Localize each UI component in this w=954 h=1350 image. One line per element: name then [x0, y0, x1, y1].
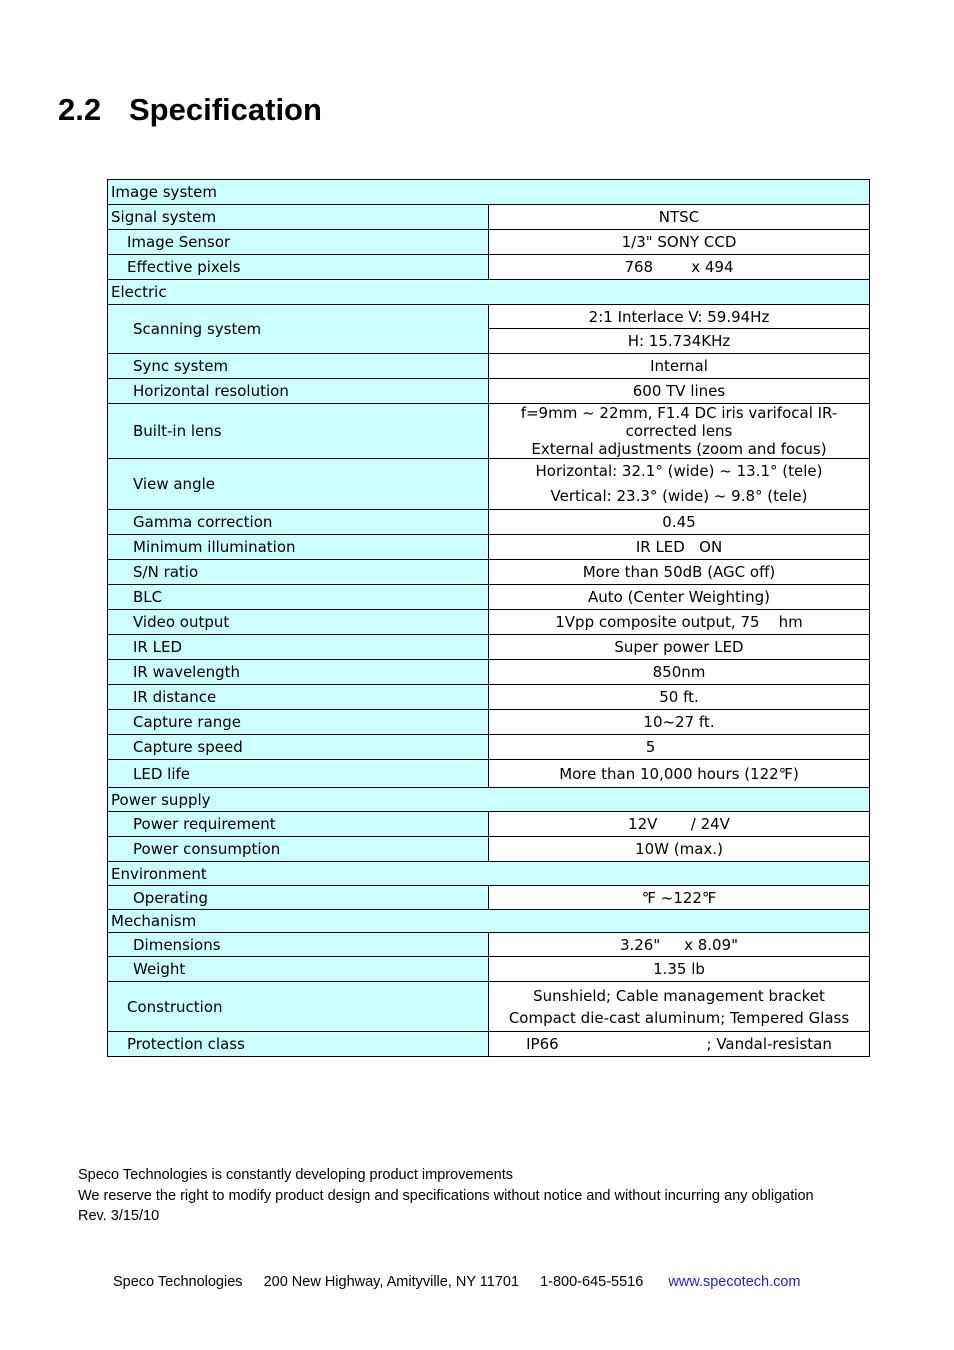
spec-value: Internal	[489, 354, 870, 379]
revision-text: Rev. 3/15/10	[78, 1208, 160, 1224]
footer-notes	[78, 1165, 814, 1227]
spec-row	[108, 635, 870, 660]
company-name: Speco Technologies	[113, 1274, 243, 1290]
spec-value: 0.45	[489, 510, 870, 535]
spec-row	[108, 510, 870, 535]
page-title	[58, 92, 322, 128]
spec-label: Scanning system	[108, 305, 489, 354]
spec-value: ℉ ~122℉	[489, 886, 870, 910]
website-link[interactable]: www.specotech.com	[668, 1274, 801, 1290]
spec-value: 12V / 24V	[489, 812, 870, 837]
spec-row	[108, 1032, 870, 1057]
company-address: 200 New Highway, Amityville, NY 11701	[263, 1274, 520, 1290]
spec-row	[108, 812, 870, 837]
spec-row	[108, 760, 870, 788]
spec-label: Power consumption	[108, 837, 489, 862]
spec-label: IR distance	[108, 685, 489, 710]
spec-row	[108, 685, 870, 710]
section-number: 2.2	[58, 92, 102, 127]
footer-line: Speco Technologies is constantly developing product improvements	[78, 1167, 513, 1183]
spec-label: Video output	[108, 610, 489, 635]
category-electric: Electric	[108, 280, 870, 305]
spec-label: Signal system	[108, 205, 489, 230]
spec-row	[108, 933, 870, 957]
spec-label: Weight	[108, 957, 489, 982]
spec-label: Construction	[108, 982, 489, 1032]
spec-row	[108, 404, 870, 459]
spec-label: IR wavelength	[108, 660, 489, 685]
spec-value-line: External adjustments (zoom and focus)	[531, 440, 827, 458]
spec-row	[108, 837, 870, 862]
spec-label: Sync system	[108, 354, 489, 379]
category-image-system: Image system	[108, 180, 870, 205]
spec-value-line: Compact die-cast aluminum; Tempered Glass	[508, 1008, 850, 1027]
spec-label: Capture speed	[108, 735, 489, 760]
category-row	[108, 280, 870, 305]
spec-row	[108, 660, 870, 685]
spec-value: 2:1 Interlace V: 59.94Hz	[489, 305, 870, 329]
section-title: Specification	[129, 92, 322, 127]
spec-label: Gamma correction	[108, 510, 489, 535]
spec-value: NTSC	[489, 205, 870, 230]
spec-label: View angle	[108, 459, 489, 510]
spec-value: More than 50dB (AGC off)	[489, 560, 870, 585]
category-row	[108, 180, 870, 205]
spec-value: H: 15.734KHz	[489, 329, 870, 354]
spec-value: 3.26" x 8.09"	[489, 933, 870, 957]
spec-row	[108, 886, 870, 910]
spec-label: Minimum illumination	[108, 535, 489, 560]
spec-value: IP66 ; Vandal-resistan	[489, 1032, 870, 1057]
spec-value-line: Vertical: 23.3° (wide) ~ 9.8° (tele)	[550, 487, 808, 505]
spec-row	[108, 255, 870, 280]
spec-value: 1.35 lb	[489, 957, 870, 982]
spec-value: 1Vpp composite output, 75 hm	[489, 610, 870, 635]
spec-label: LED life	[108, 760, 489, 788]
spec-value: 1/3" SONY CCD	[489, 230, 870, 255]
spec-value: 5	[489, 735, 870, 760]
spec-label: Built-in lens	[108, 404, 489, 459]
spec-row	[108, 379, 870, 404]
spec-label: IR LED	[108, 635, 489, 660]
spec-value-line: Horizontal: 32.1° (wide) ~ 13.1° (tele)	[535, 462, 823, 480]
spec-row	[108, 459, 870, 510]
spec-value: 850nm	[489, 660, 870, 685]
category-row	[108, 862, 870, 886]
spec-row	[108, 205, 870, 230]
category-power-supply: Power supply	[108, 788, 870, 812]
spec-row	[108, 735, 870, 760]
spec-label: BLC	[108, 585, 489, 610]
contact-bar	[113, 1274, 801, 1290]
spec-label: Operating	[108, 886, 489, 910]
spec-row	[108, 610, 870, 635]
spec-value: More than 10,000 hours (122℉)	[489, 760, 870, 788]
spec-label: Capture range	[108, 710, 489, 735]
category-row	[108, 910, 870, 933]
spec-label: Horizontal resolution	[108, 379, 489, 404]
spec-row	[108, 982, 870, 1032]
category-environment: Environment	[108, 862, 870, 886]
spec-value	[489, 404, 870, 459]
spec-value: Auto (Center Weighting)	[489, 585, 870, 610]
spec-value: 10~27 ft.	[489, 710, 870, 735]
spec-row	[108, 230, 870, 255]
spec-value-line: f=9mm ~ 22mm, F1.4 DC iris varifocal IR-corrected lens	[520, 404, 838, 440]
spec-value: 768 x 494	[489, 255, 870, 280]
spec-label: Effective pixels	[108, 255, 489, 280]
spec-row	[108, 354, 870, 379]
spec-label: Image Sensor	[108, 230, 489, 255]
spec-value	[489, 459, 870, 510]
spec-value: 600 TV lines	[489, 379, 870, 404]
spec-value	[489, 982, 870, 1032]
spec-label: S/N ratio	[108, 560, 489, 585]
category-row	[108, 788, 870, 812]
spec-value: IR LED ON	[489, 535, 870, 560]
footer-line: We reserve the right to modify product design and specifications without notice and without incurring any obligation	[78, 1187, 814, 1204]
spec-value: Super power LED	[489, 635, 870, 660]
spec-value: 50 ft.	[489, 685, 870, 710]
company-phone: 1-800-645-5516	[540, 1274, 644, 1290]
spec-row	[108, 305, 870, 329]
category-mechanism: Mechanism	[108, 910, 870, 933]
spec-label: Power requirement	[108, 812, 489, 837]
spec-table	[107, 179, 870, 1057]
spec-row	[108, 560, 870, 585]
spec-row	[108, 710, 870, 735]
spec-value: 10W (max.)	[489, 837, 870, 862]
spec-value-line: Sunshield; Cable management bracket	[533, 986, 825, 1005]
spec-row	[108, 535, 870, 560]
spec-label: Protection class	[108, 1032, 489, 1057]
spec-label: Dimensions	[108, 933, 489, 957]
spec-row	[108, 957, 870, 982]
spec-row	[108, 585, 870, 610]
